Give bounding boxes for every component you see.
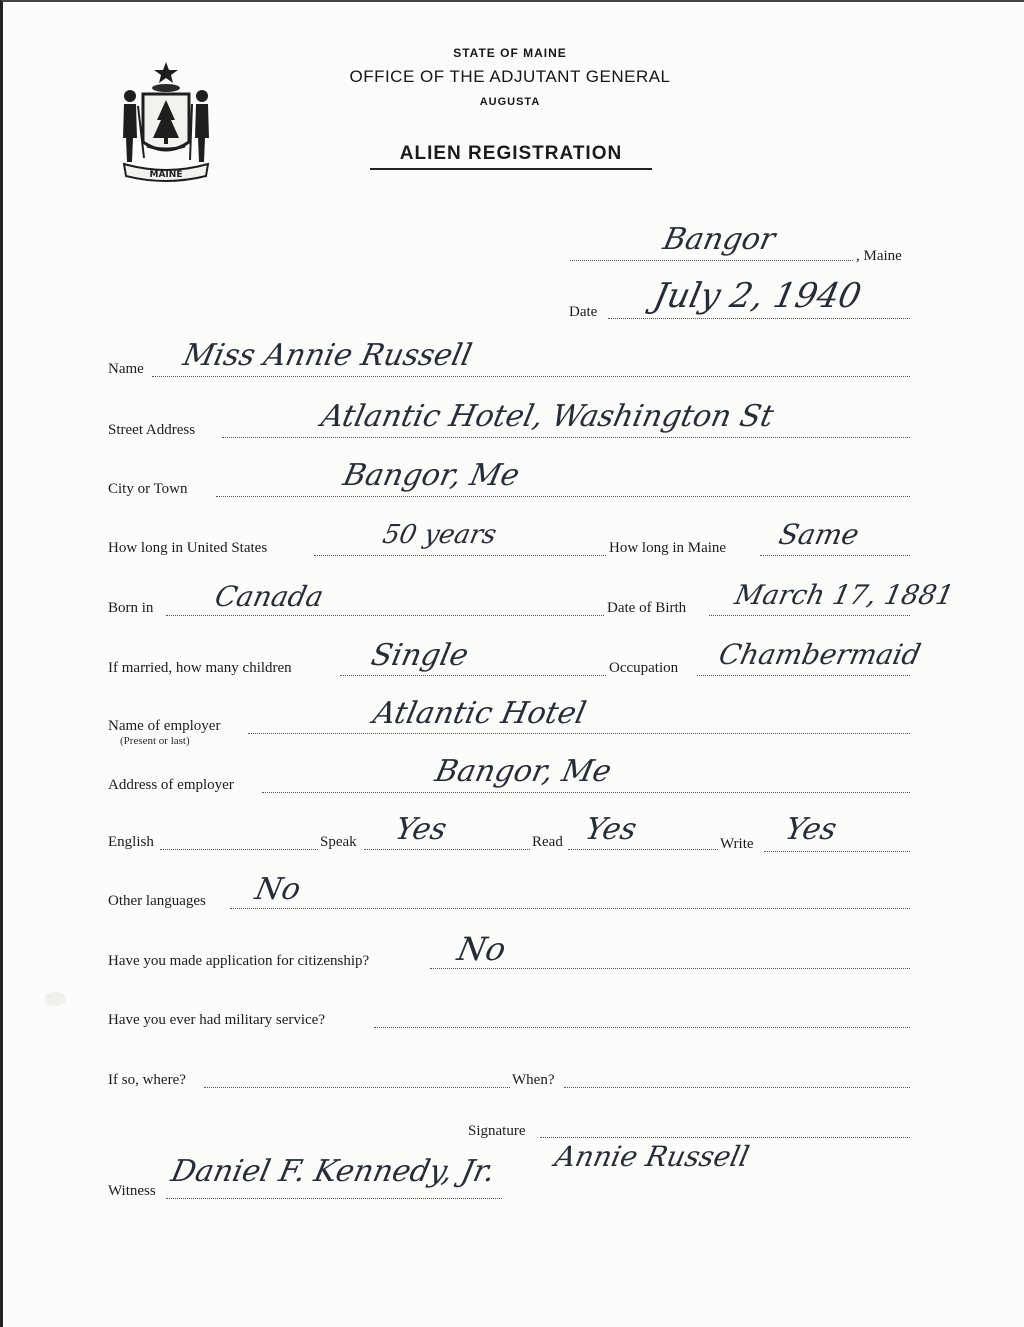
place-entry: Bangor xyxy=(660,222,779,257)
other-languages-line xyxy=(230,908,910,909)
form-title: ALIEN REGISTRATION xyxy=(370,143,652,170)
witness-label: Witness xyxy=(108,1183,156,1199)
speak-label: Speak xyxy=(320,834,357,850)
citizenship-entry: No xyxy=(454,930,510,968)
occupation-label: Occupation xyxy=(609,660,679,676)
citizenship-line xyxy=(430,968,910,969)
street-address-entry: Atlantic Hotel, Washington St xyxy=(318,399,777,434)
city-line xyxy=(216,496,910,497)
other-languages-label: Other languages xyxy=(108,893,206,909)
english-line xyxy=(160,849,318,850)
born-in-label: Born in xyxy=(108,600,154,616)
header-city: AUGUSTA xyxy=(479,96,541,108)
born-in-entry: Canada xyxy=(212,580,327,613)
how-long-maine-label: How long in Maine xyxy=(609,540,727,556)
military-line xyxy=(374,1027,910,1028)
date-of-birth-line xyxy=(709,615,910,616)
signature-label: Signature xyxy=(468,1123,526,1139)
date-line xyxy=(608,318,910,319)
signature-line xyxy=(540,1137,910,1138)
born-in-line xyxy=(166,615,604,616)
signature-entry: Annie Russell xyxy=(552,1140,753,1173)
employer-address-entry: Bangor, Me xyxy=(432,754,615,789)
if-so-where-line xyxy=(204,1087,510,1088)
date-label: Date xyxy=(569,304,598,320)
occupation-entry: Chambermaid xyxy=(716,638,924,671)
name-entry: Miss Annie Russell xyxy=(180,338,475,373)
paper-stain xyxy=(44,992,66,1006)
how-long-maine-line xyxy=(760,555,910,556)
witness-entry: Daniel F. Kennedy, Jr. xyxy=(168,1154,499,1189)
name-line xyxy=(152,376,910,377)
speak-line xyxy=(364,849,530,850)
children-line xyxy=(340,675,606,676)
how-long-us-entry: 50 years xyxy=(380,520,500,550)
employer-address-label: Address of employer xyxy=(108,777,234,793)
employer-address-line xyxy=(262,792,910,793)
place-line xyxy=(570,260,853,261)
name-label: Name xyxy=(108,361,144,377)
children-label: If married, how many children xyxy=(108,660,292,676)
write-line xyxy=(764,851,910,852)
if-so-where-label: If so, where? xyxy=(108,1072,186,1088)
maine-state-seal xyxy=(110,58,222,186)
maine-label: , Maine xyxy=(856,248,902,264)
children-entry: Single xyxy=(368,638,472,673)
city-label: City or Town xyxy=(108,481,188,497)
how-long-maine-entry: Same xyxy=(776,518,863,551)
city-entry: Bangor, Me xyxy=(340,458,523,493)
how-long-us-label: How long in United States xyxy=(108,540,268,556)
street-address-line xyxy=(222,437,910,438)
speak-entry: Yes xyxy=(392,812,450,847)
date-of-birth-entry: March 17, 1881 xyxy=(732,580,957,611)
military-label: Have you ever had military service? xyxy=(108,1012,325,1028)
seal-banner: MAINE xyxy=(149,170,183,180)
write-label: Write xyxy=(720,836,754,852)
english-label: English xyxy=(108,834,154,850)
citizenship-label: Have you made application for citizenship? xyxy=(108,953,370,969)
employer-note: (Present or last) xyxy=(120,735,190,747)
write-entry: Yes xyxy=(782,812,840,847)
header-state: STATE OF MAINE xyxy=(453,46,567,60)
employer-name-entry: Atlantic Hotel xyxy=(370,696,590,731)
street-address-label: Street Address xyxy=(108,422,196,438)
employer-name-line xyxy=(248,733,910,734)
date-of-birth-label: Date of Birth xyxy=(607,600,687,616)
header-office: OFFICE OF THE ADJUTANT GENERAL xyxy=(349,67,671,86)
read-label: Read xyxy=(532,834,563,850)
witness-line xyxy=(166,1198,502,1199)
read-entry: Yes xyxy=(582,812,640,847)
when-label: When? xyxy=(512,1072,555,1088)
how-long-us-line xyxy=(314,555,606,556)
other-languages-entry: No xyxy=(252,872,304,907)
date-entry: July 2, 1940 xyxy=(650,276,865,316)
employer-name-label: Name of employer xyxy=(108,718,221,734)
occupation-line xyxy=(697,675,910,676)
read-line xyxy=(568,849,718,850)
when-line xyxy=(564,1087,910,1088)
